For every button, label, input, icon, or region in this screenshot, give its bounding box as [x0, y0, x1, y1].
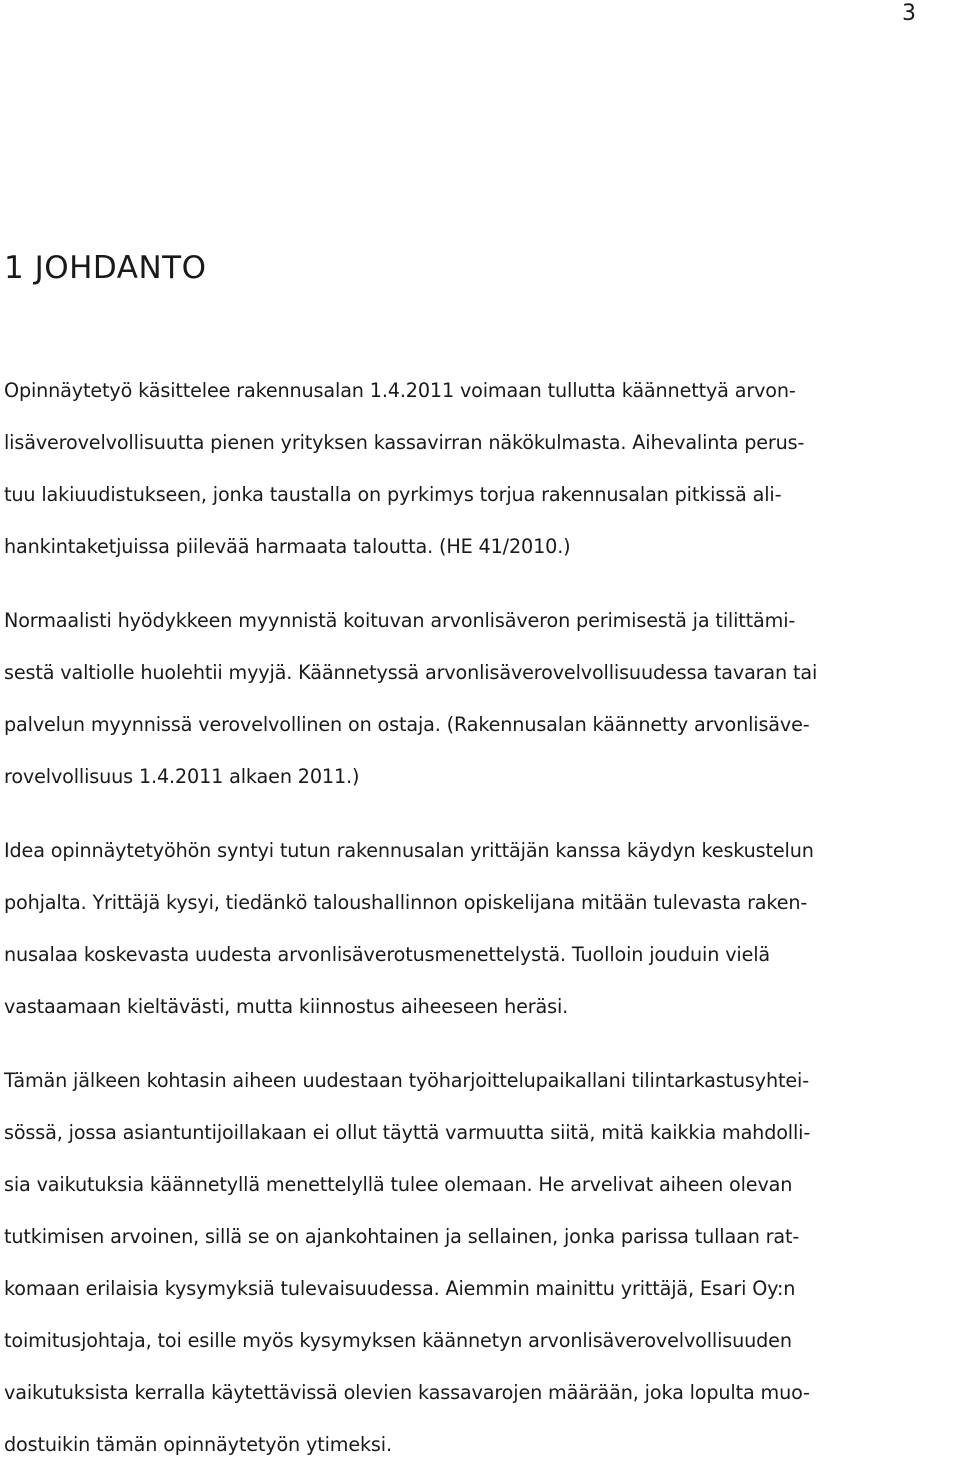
text-line: rovelvollisuus 1.4.2011 alkaen 2011.) [4, 765, 360, 788]
text-line: vaikutuksista kerralla käytettävissä olevien kassavarojen määrään, joka lopulta muo- [4, 1381, 810, 1404]
text-line: sössä, jossa asiantuntijoillakaan ei ollut täyttä varmuutta siitä, mitä kaikkia mahdolli- [4, 1121, 811, 1144]
text-line: tutkimisen arvoinen, sillä se on ajankohtainen ja sellainen, jonka parissa tullaan rat- [4, 1225, 800, 1248]
text-line: lisäverovelvollisuutta pienen yrityksen kassavirran näkökulmasta. Aihevalinta perus- [4, 431, 805, 454]
paragraph-1 [4, 365, 958, 573]
text-line: tuu lakiuudistukseen, jonka taustalla on pyrkimys torjua rakennusalan pitkissä ali- [4, 483, 782, 506]
paragraph-4 [4, 1055, 958, 1471]
text-line: hankintaketjuissa piilevää harmaata taloutta. (HE 41/2010.) [4, 535, 571, 558]
page-number: 3 [902, 1, 916, 26]
text-line: Normaalisti hyödykkeen myynnistä koituvan arvonlisäveron perimisestä ja tilittämi- [4, 609, 796, 632]
text-line: dostuikin tämän opinnäytetyön ytimeksi. [4, 1433, 392, 1456]
text-line: palvelun myynnissä verovelvollinen on ostaja. (Rakennusalan käännetty arvonlisäve- [4, 713, 810, 736]
text-line: pohjalta. Yrittäjä kysyi, tiedänkö taloushallinnon opiskelijana mitään tulevasta raken- [4, 891, 808, 914]
text-line: nusalaa koskevasta uudesta arvonlisäverotusmenettelystä. Tuolloin jouduin vielä [4, 943, 771, 966]
text-line: sestä valtiolle huolehtii myyjä. Käännetyssä arvonlisäverovelvollisuudessa tavaran tai [4, 661, 818, 684]
text-line: toimitusjohtaja, toi esille myös kysymyksen käännetyn arvonlisäverovelvollisuuden [4, 1329, 792, 1352]
text-line: Tämän jälkeen kohtasin aiheen uudestaan työharjoittelupaikallani tilintarkastusyhtei- [4, 1069, 809, 1092]
text-line: Opinnäytetyö käsittelee rakennusalan 1.4.2011 voimaan tullutta käännettyä arvon- [4, 379, 796, 402]
text-line: vastaamaan kieltävästi, mutta kiinnostus aiheeseen heräsi. [4, 995, 569, 1018]
text-line: sia vaikutuksia käännetyllä menettelyllä tulee olemaan. He arvelivat aiheen olevan [4, 1173, 793, 1196]
paragraph-3 [4, 825, 958, 1033]
paragraph-2 [4, 595, 958, 803]
chapter-heading: 1 JOHDANTO [4, 250, 207, 286]
text-line: Idea opinnäytetyöhön syntyi tutun rakennusalan yrittäjän kanssa käydyn keskustelun [4, 839, 814, 862]
text-line: komaan erilaisia kysymyksiä tulevaisuudessa. Aiemmin mainittu yrittäjä, Esari Oy:n [4, 1277, 796, 1300]
